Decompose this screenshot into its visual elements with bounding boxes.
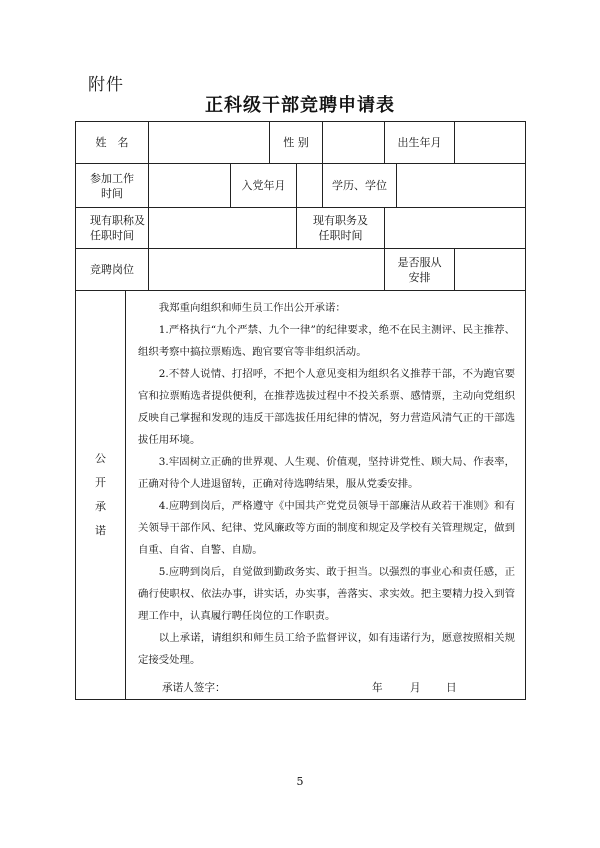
pledge-label-char: 承 [95,500,106,513]
row-work-start [76,164,526,208]
row-pledge [76,291,526,700]
page-number: 5 [296,775,304,788]
pledge-content [126,291,526,700]
obey-label-line2: 安排 [408,270,431,284]
pledge-label-char: 公 [95,452,106,465]
title-field[interactable] [149,208,297,249]
title-label-line2: 任职时间 [90,229,134,242]
title-label [76,208,149,249]
name-field[interactable] [149,122,270,164]
row-title-position [76,208,526,249]
work-start-field[interactable] [149,164,231,208]
pledge-intro: 我郑重向组织和师生员工作出公开承诺： [158,302,346,314]
pledge-label-char: 诺 [95,524,106,537]
birth-field[interactable] [455,122,526,164]
party-join-field[interactable] [297,164,323,208]
pledge-item-5: 5.应聘到岗后，自觉做到勤政务实、敢于担当。以强烈的事业心和责任感，正确行使职权、依法办事，讲实话，办实事，善落实、求实效。把主要精力投入到管理工作中，认真履行聘任岗位的工作职责。 [138,566,515,622]
gender-label: 性 别 [270,122,323,164]
title-label-line1: 现有职称及 [90,214,145,227]
party-join-label: 入党年月 [231,164,297,208]
applied-post-field[interactable] [149,249,385,291]
obey-field[interactable] [455,249,526,291]
month-label: 月 [410,682,421,694]
pledge-item-3: 3.牢固树立正确的世界观、人生观、价值观，坚持讲党性、顾大局、作表率，正确对待个人进退留转，正确对待选聘结果，服从党委安排。 [138,456,515,490]
pledge-item-2: 2.不替人说情、打招呼，不把个人意见变相为组织名义推荐干部，不为跑官要官和拉票贿选者提供便利，在推荐选拔过程中不投关系票、感情票，主动向党组织反映自己掌握和发现的违反干部选拔任用纪律的情况，努力营造风清气正的干部选拔任用环境。 [138,368,515,446]
work-start-label-line2: 时间 [101,186,123,200]
work-start-label [76,164,149,208]
position-label [297,208,385,249]
day-label: 日 [446,682,457,694]
work-start-label-line1: 参加工作 [90,171,134,185]
year-label: 年 [372,682,383,694]
pledge-item-4: 4.应聘到岗后，严格遵守《中国共产党党员领导干部廉洁从政若干准则》和有关领导干部作风、纪律、党风廉政等方面的制度和规定及学校有关管理规定，做到自重、自省、自警、自励。 [138,500,515,556]
position-field[interactable] [385,208,526,249]
gender-field[interactable] [323,122,385,164]
birth-label: 出生年月 [385,122,455,164]
row-applied-post [76,249,526,291]
pledge-label-char: 开 [95,476,106,489]
position-label-line1: 现有职务及 [313,214,368,227]
application-form [75,121,526,700]
signature-line [138,677,515,699]
name-label: 姓 名 [76,122,149,164]
pledge-closing: 以上承诺，请组织和师生员工给予监督评议，如有违诺行为，愿意按照相关规定接受处理。 [138,632,515,666]
obey-label [385,249,455,291]
pledge-item-1: 1.严格执行“九个严禁、九个一律”的纪律要求，绝不在民主测评、民主推荐、组织考察中搞拉票贿选、跑官要官等非组织活动。 [138,324,515,358]
applied-post-label: 竞聘岗位 [76,249,149,291]
row-name [76,122,526,164]
pledge-label [76,291,126,700]
education-field[interactable] [397,164,526,208]
education-label: 学历、学位 [323,164,397,208]
obey-label-line1: 是否服从 [397,255,442,269]
position-label-line2: 任职时间 [318,229,363,242]
attachment-label: 附件 [88,75,124,95]
signature-label: 承诺人签字： [162,682,226,694]
form-title: 正科级干部竞聘申请表 [205,95,395,116]
